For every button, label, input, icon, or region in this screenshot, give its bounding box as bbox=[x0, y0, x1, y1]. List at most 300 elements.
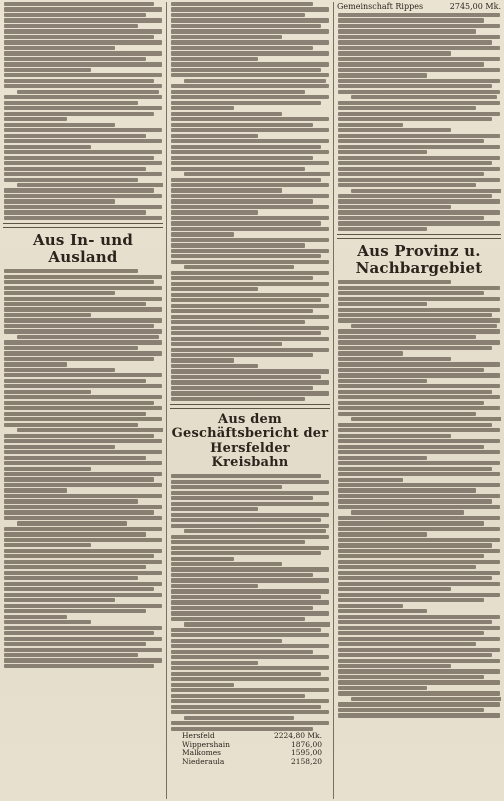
text-line bbox=[171, 183, 329, 187]
table-row bbox=[170, 758, 330, 767]
text-line bbox=[4, 549, 162, 553]
text-line bbox=[171, 304, 329, 308]
text-line bbox=[171, 320, 305, 324]
text-line bbox=[338, 112, 500, 116]
text-line bbox=[171, 238, 329, 242]
text-line bbox=[171, 535, 329, 539]
text-line bbox=[171, 24, 321, 28]
text-line bbox=[338, 90, 500, 94]
text-line bbox=[4, 626, 162, 630]
column-2 bbox=[170, 2, 330, 799]
text-line bbox=[338, 499, 492, 503]
text-line bbox=[4, 379, 146, 383]
text-line bbox=[4, 499, 138, 503]
text-line bbox=[4, 172, 162, 176]
text-line bbox=[4, 7, 162, 11]
text-line bbox=[4, 472, 162, 476]
text-line bbox=[4, 648, 162, 652]
article-text-block bbox=[3, 2, 163, 220]
text-line bbox=[338, 117, 492, 121]
text-line bbox=[338, 428, 500, 432]
text-line bbox=[4, 598, 115, 602]
text-line bbox=[4, 167, 146, 171]
article-text-block bbox=[337, 280, 501, 717]
text-line bbox=[338, 318, 500, 322]
text-line bbox=[338, 172, 484, 176]
text-line bbox=[338, 302, 427, 306]
text-line bbox=[171, 595, 321, 599]
text-line bbox=[4, 351, 162, 355]
text-line bbox=[351, 510, 464, 514]
text-line bbox=[171, 2, 313, 6]
text-line bbox=[171, 485, 282, 489]
text-line bbox=[171, 7, 329, 11]
text-line bbox=[171, 221, 321, 225]
text-line bbox=[4, 362, 67, 366]
text-line bbox=[338, 401, 484, 405]
text-line bbox=[171, 606, 313, 610]
text-line bbox=[171, 51, 329, 55]
text-line bbox=[171, 293, 329, 297]
text-line bbox=[171, 562, 282, 566]
text-line bbox=[338, 362, 500, 366]
text-line bbox=[171, 617, 305, 621]
text-line bbox=[171, 134, 258, 138]
text-line bbox=[4, 346, 138, 350]
revenue-table bbox=[170, 732, 330, 766]
text-line bbox=[338, 675, 484, 679]
text-line bbox=[338, 604, 403, 608]
article-text-block bbox=[337, 13, 501, 231]
text-line bbox=[171, 18, 329, 22]
text-line bbox=[4, 439, 162, 443]
text-line bbox=[4, 390, 91, 394]
text-line bbox=[171, 518, 321, 522]
text-line bbox=[338, 560, 500, 564]
text-line bbox=[4, 384, 162, 388]
text-line bbox=[338, 412, 476, 416]
text-line bbox=[17, 335, 159, 339]
text-line bbox=[338, 13, 500, 17]
text-line bbox=[338, 134, 500, 138]
text-line bbox=[338, 150, 427, 154]
text-line bbox=[338, 335, 476, 339]
text-line bbox=[338, 194, 492, 198]
text-line bbox=[4, 150, 162, 154]
text-line bbox=[4, 40, 162, 44]
table-cell-amount: 2158,20 bbox=[290, 756, 322, 766]
text-line bbox=[171, 106, 234, 110]
text-line bbox=[4, 79, 154, 83]
text-line bbox=[4, 642, 146, 646]
text-line bbox=[171, 672, 321, 676]
text-line bbox=[171, 391, 329, 395]
text-line bbox=[4, 631, 154, 635]
text-line bbox=[171, 710, 329, 714]
text-line bbox=[4, 297, 162, 301]
text-line bbox=[4, 313, 91, 317]
text-line bbox=[338, 286, 500, 290]
text-line bbox=[338, 669, 500, 673]
top-entry-label: Gemeinschaft Rippes bbox=[337, 2, 424, 11]
text-line bbox=[171, 315, 329, 319]
text-line bbox=[171, 243, 305, 247]
text-line bbox=[4, 324, 154, 328]
text-line bbox=[4, 46, 115, 50]
text-line bbox=[171, 524, 329, 528]
text-line bbox=[338, 593, 500, 597]
text-line bbox=[171, 216, 329, 220]
text-line bbox=[4, 139, 162, 143]
text-line bbox=[4, 615, 67, 619]
text-line bbox=[338, 29, 476, 33]
text-line bbox=[171, 644, 329, 648]
column-3 bbox=[337, 2, 501, 799]
text-line bbox=[171, 276, 313, 280]
text-line bbox=[338, 35, 500, 39]
text-line bbox=[4, 423, 138, 427]
text-line bbox=[338, 582, 500, 586]
text-line bbox=[338, 488, 476, 492]
table-cell-place: Niederaula bbox=[182, 756, 225, 766]
text-line bbox=[171, 84, 329, 88]
text-line bbox=[338, 308, 500, 312]
top-entry-amount: 2745,00 Mk. bbox=[449, 2, 501, 11]
text-line bbox=[184, 622, 330, 626]
text-line bbox=[4, 395, 162, 399]
text-line bbox=[4, 401, 154, 405]
text-line bbox=[4, 461, 162, 465]
text-line bbox=[171, 567, 329, 571]
text-line bbox=[338, 183, 476, 187]
text-line bbox=[338, 483, 500, 487]
text-line bbox=[338, 434, 451, 438]
text-line bbox=[171, 546, 329, 550]
text-line bbox=[171, 600, 329, 604]
text-line bbox=[338, 549, 500, 553]
text-line bbox=[171, 35, 282, 39]
text-line bbox=[4, 373, 162, 377]
text-line bbox=[338, 156, 500, 160]
text-line bbox=[338, 527, 500, 531]
text-line bbox=[338, 297, 500, 301]
text-line bbox=[4, 84, 162, 88]
table-cell-amount: 1876,00 bbox=[290, 739, 322, 749]
text-line bbox=[4, 368, 115, 372]
column-rule bbox=[333, 2, 334, 799]
text-line bbox=[4, 571, 162, 575]
text-line bbox=[338, 368, 484, 372]
text-line bbox=[171, 551, 321, 555]
text-line bbox=[338, 702, 500, 706]
text-line bbox=[4, 527, 162, 531]
text-line bbox=[184, 172, 330, 176]
text-line bbox=[4, 112, 154, 116]
text-line bbox=[171, 386, 313, 390]
text-line bbox=[338, 291, 484, 295]
text-line bbox=[338, 24, 500, 28]
text-line bbox=[338, 505, 500, 509]
text-line bbox=[171, 480, 329, 484]
text-line bbox=[4, 210, 146, 214]
text-line bbox=[171, 287, 258, 291]
column-rule bbox=[166, 2, 167, 799]
text-line bbox=[338, 642, 476, 646]
text-line bbox=[338, 123, 403, 127]
text-line bbox=[171, 161, 329, 165]
text-line bbox=[4, 269, 138, 273]
text-line bbox=[4, 637, 162, 641]
text-line bbox=[171, 57, 258, 61]
text-line bbox=[4, 609, 146, 613]
text-line bbox=[171, 73, 329, 77]
text-line bbox=[171, 677, 329, 681]
text-line bbox=[4, 2, 154, 6]
text-line bbox=[4, 188, 154, 192]
text-line bbox=[338, 40, 492, 44]
text-line bbox=[338, 648, 500, 652]
text-line bbox=[338, 221, 500, 225]
text-line bbox=[171, 513, 329, 517]
text-line bbox=[171, 156, 313, 160]
text-line bbox=[4, 532, 146, 536]
text-line bbox=[184, 79, 326, 83]
text-line bbox=[338, 101, 500, 105]
text-line bbox=[338, 620, 492, 624]
text-line bbox=[338, 478, 403, 482]
text-line bbox=[338, 423, 492, 427]
text-line bbox=[338, 587, 451, 591]
text-line bbox=[171, 260, 329, 264]
text-line bbox=[171, 326, 329, 330]
text-line bbox=[338, 680, 500, 684]
text-line bbox=[4, 123, 115, 127]
text-line bbox=[338, 637, 500, 641]
text-line bbox=[171, 227, 329, 231]
text-line bbox=[338, 653, 492, 657]
text-line bbox=[338, 521, 484, 525]
text-line bbox=[4, 483, 162, 487]
text-line bbox=[338, 227, 427, 231]
text-line bbox=[4, 357, 154, 361]
text-line bbox=[338, 379, 427, 383]
section-heading-kreisbahn: Aus dem Geschäftsbericht der Hersfelder Kreisbahn bbox=[171, 412, 329, 470]
table-cell-place: Wippershain bbox=[182, 739, 230, 749]
text-line bbox=[338, 313, 492, 317]
text-line bbox=[338, 576, 492, 580]
text-line bbox=[4, 302, 146, 306]
text-line bbox=[171, 611, 329, 615]
text-line bbox=[171, 694, 305, 698]
text-line bbox=[17, 90, 159, 94]
text-line bbox=[338, 18, 484, 22]
text-line bbox=[171, 540, 305, 544]
text-line bbox=[338, 57, 500, 61]
text-line bbox=[171, 128, 329, 132]
text-line bbox=[4, 653, 138, 657]
text-line bbox=[171, 298, 321, 302]
text-line bbox=[17, 428, 163, 432]
text-line bbox=[338, 205, 451, 209]
text-line bbox=[4, 450, 162, 454]
text-line bbox=[338, 713, 500, 717]
text-line bbox=[4, 178, 138, 182]
text-line bbox=[338, 494, 500, 498]
text-line bbox=[171, 282, 329, 286]
text-line bbox=[338, 73, 427, 77]
text-line bbox=[171, 117, 329, 121]
table-cell-place: Hersfeld bbox=[182, 731, 215, 741]
text-line bbox=[338, 128, 451, 132]
text-line bbox=[4, 576, 138, 580]
text-line bbox=[171, 348, 329, 352]
text-line bbox=[171, 271, 329, 275]
text-line bbox=[351, 697, 501, 701]
text-line bbox=[4, 560, 162, 564]
text-line bbox=[171, 199, 313, 203]
text-line bbox=[171, 639, 282, 643]
text-line bbox=[4, 329, 162, 333]
text-line bbox=[171, 205, 329, 209]
text-line bbox=[171, 123, 313, 127]
text-line bbox=[338, 106, 476, 110]
article-text-block bbox=[170, 474, 330, 730]
article-text-block bbox=[170, 2, 330, 401]
text-line bbox=[171, 496, 313, 500]
table-cell-amount: 2224,80 Mk. bbox=[273, 731, 322, 741]
text-line bbox=[4, 417, 162, 421]
text-line bbox=[338, 384, 500, 388]
text-line bbox=[171, 249, 329, 253]
text-line bbox=[338, 598, 484, 602]
text-line bbox=[338, 543, 492, 547]
text-line bbox=[338, 450, 500, 454]
text-line bbox=[338, 199, 500, 203]
text-line bbox=[338, 329, 500, 333]
text-line bbox=[338, 445, 484, 449]
text-line bbox=[4, 587, 154, 591]
text-line bbox=[171, 40, 329, 44]
section-heading-provinz: Aus Provinz u. Nachbargebiet bbox=[355, 242, 483, 277]
text-line bbox=[171, 705, 321, 709]
text-line bbox=[184, 265, 295, 269]
text-line bbox=[171, 474, 321, 478]
table-cell-place: Malkomes bbox=[182, 748, 222, 758]
text-line bbox=[4, 73, 162, 77]
text-line bbox=[4, 467, 91, 471]
text-line bbox=[338, 691, 500, 695]
text-line bbox=[171, 167, 305, 171]
text-line bbox=[171, 178, 321, 182]
text-line bbox=[338, 439, 500, 443]
text-line bbox=[4, 554, 154, 558]
text-line bbox=[338, 664, 451, 668]
text-line bbox=[171, 232, 234, 236]
text-line bbox=[17, 521, 128, 525]
text-line bbox=[4, 318, 162, 322]
text-line bbox=[4, 494, 162, 498]
text-line bbox=[171, 139, 329, 143]
text-line bbox=[338, 346, 492, 350]
text-line bbox=[4, 406, 162, 410]
text-line bbox=[4, 543, 91, 547]
text-line bbox=[4, 68, 91, 72]
column-1 bbox=[3, 2, 163, 799]
text-line bbox=[338, 340, 500, 344]
text-line bbox=[4, 664, 154, 668]
text-line bbox=[184, 716, 295, 720]
text-line bbox=[171, 112, 282, 116]
text-line bbox=[171, 254, 321, 258]
text-line bbox=[4, 620, 91, 624]
text-line bbox=[4, 538, 162, 542]
text-line bbox=[4, 57, 146, 61]
section-divider bbox=[170, 404, 330, 409]
text-line bbox=[338, 46, 500, 50]
text-line bbox=[4, 145, 91, 149]
text-line bbox=[338, 686, 427, 690]
text-line bbox=[4, 128, 162, 132]
text-line bbox=[338, 461, 500, 465]
text-line bbox=[171, 683, 234, 687]
text-line bbox=[351, 95, 497, 99]
text-line bbox=[4, 456, 146, 460]
text-line bbox=[338, 51, 451, 55]
text-line bbox=[4, 101, 138, 105]
text-line bbox=[171, 633, 329, 637]
text-line bbox=[4, 565, 146, 569]
text-line bbox=[171, 661, 258, 665]
text-line bbox=[338, 456, 427, 460]
text-line bbox=[171, 721, 329, 725]
text-line bbox=[338, 571, 500, 575]
text-line bbox=[4, 307, 162, 311]
text-line bbox=[171, 95, 329, 99]
text-line bbox=[338, 84, 492, 88]
text-line bbox=[171, 584, 258, 588]
text-line bbox=[338, 626, 500, 630]
text-line bbox=[338, 708, 484, 712]
text-line bbox=[4, 286, 162, 290]
text-line bbox=[338, 373, 500, 377]
text-line bbox=[338, 609, 427, 613]
text-line bbox=[4, 434, 154, 438]
text-line bbox=[171, 309, 313, 313]
text-line bbox=[351, 189, 501, 193]
text-line bbox=[171, 589, 329, 593]
text-line bbox=[4, 412, 146, 416]
text-line bbox=[171, 101, 321, 105]
text-line bbox=[171, 491, 329, 495]
text-line bbox=[4, 291, 115, 295]
text-line bbox=[4, 95, 162, 99]
text-line bbox=[4, 205, 162, 209]
text-line bbox=[184, 529, 326, 533]
text-line bbox=[338, 161, 492, 165]
text-line bbox=[171, 573, 313, 577]
text-line bbox=[171, 13, 305, 17]
text-line bbox=[4, 24, 138, 28]
text-line bbox=[171, 62, 329, 66]
text-line bbox=[4, 29, 162, 33]
text-line bbox=[171, 369, 329, 373]
text-line bbox=[338, 280, 451, 284]
text-line bbox=[171, 194, 329, 198]
text-line bbox=[171, 145, 321, 149]
text-line bbox=[171, 46, 313, 50]
text-line bbox=[4, 658, 162, 662]
text-line bbox=[4, 275, 162, 279]
